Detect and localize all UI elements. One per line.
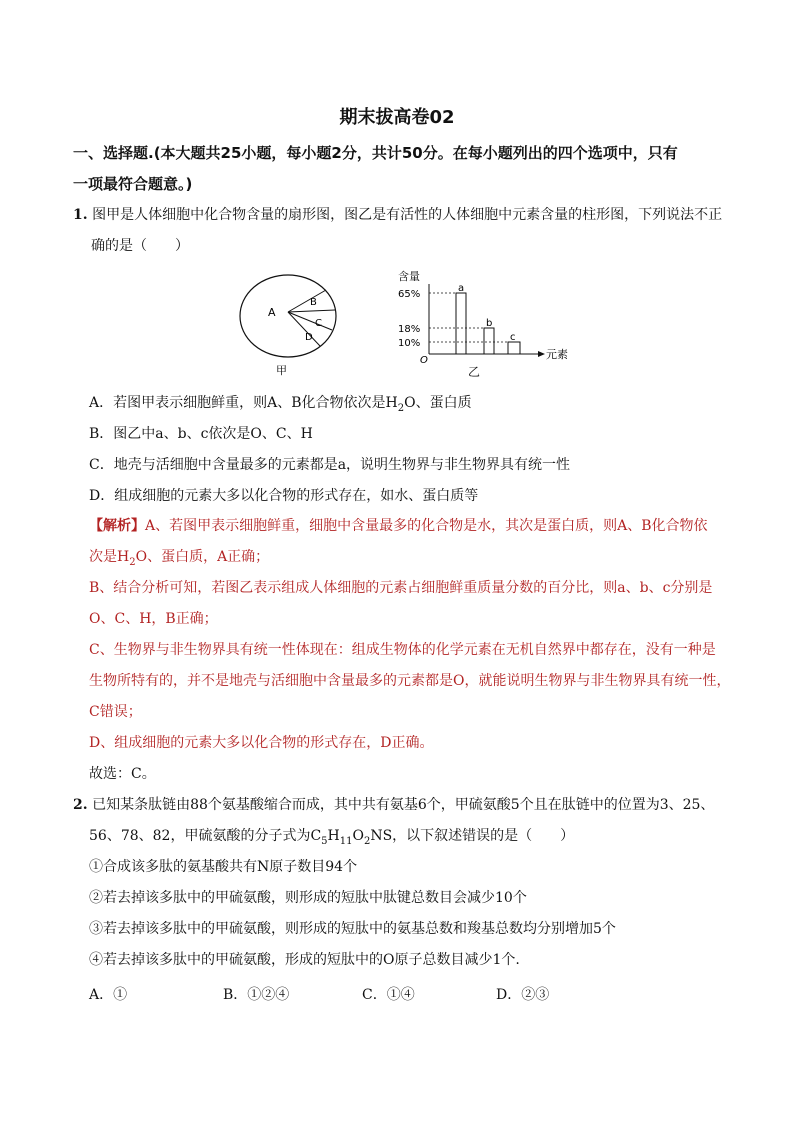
q1-option-c: C．地壳与活细胞中含量最多的元素都是a，说明生物界与非生物界具有统一性	[89, 457, 571, 473]
q2-stem-post: NS，以下叙述错误的是（ ）	[370, 828, 575, 844]
q1-option-b: B．图乙中a、b、c依次是O、C、H	[89, 426, 313, 442]
q1-stem-line-2: 确的是（ ）	[91, 238, 189, 254]
section-heading-line-1: 一、选择题.(本大题共25小题，每小题2分，共计50分。在每小题列出的四个选项中，只有	[73, 144, 678, 162]
q1-analysis-line-3: B、结合分析可知，若图乙表示组成人体细胞的元素占细胞鲜重质量分数的百分比，则a、b、c分别是	[89, 580, 713, 596]
q1-stem-line-1	[73, 205, 722, 225]
bar-series	[398, 283, 520, 354]
bar-caption: 乙	[468, 365, 481, 379]
figure-bar-chart	[392, 266, 582, 380]
pie-circle	[240, 275, 336, 357]
pie-label-a: A	[268, 306, 276, 319]
q2-stem-text-1: 已知某条肽链由88个氨基酸缩合而成，其中共有氨基6个，甲硫氨酸5个且在肽链中的位置为3、25、	[92, 797, 715, 813]
bar-label-a: a	[458, 283, 465, 294]
analysis-text-1: A、若图甲表示细胞鲜重，细胞中含量最多的化合物是水，其次是蛋白质，则A、B化合物依	[145, 518, 708, 534]
q2-stem-line-1	[73, 795, 714, 815]
section-heading-line-2: 一项最符合题意。)	[73, 175, 193, 193]
q1-analysis-line-6: 生物所特有的，并不是地壳与活细胞中含量最多的元素都是O，就能说明生物界与非生物界具有统一性，	[89, 673, 731, 689]
q2-option-b: B．①②④	[223, 987, 290, 1003]
q1-analysis-line-2	[89, 547, 269, 573]
q1-option-a	[89, 393, 472, 419]
q2-number: 2.	[73, 797, 88, 813]
pie-label-b: B	[310, 297, 317, 308]
q2-statement-3: ③若去掉该多肽中的甲硫氨酸，则形成的短肽中的氨基总数和羧基总数均分别增加5个	[89, 921, 616, 937]
bar-x-arrow	[538, 351, 545, 357]
analysis-sub: 2	[129, 556, 136, 568]
q1-analysis-line-4: O、C、H，B正确；	[89, 611, 218, 627]
bar-label-b: b	[486, 318, 493, 329]
q2-stem-m1: H	[327, 828, 340, 844]
bar-tick-label: 10%	[398, 338, 421, 349]
q2-statement-1: ①合成该多肽的氨基酸共有N原子数目94个	[89, 859, 358, 875]
q2-statement-2: ②若去掉该多肽中的甲硫氨酸，则形成的短肽中肽键总数目会减少10个	[89, 890, 527, 906]
q1-stem-text-1: 图甲是人体细胞中化合物含量的扇形图，图乙是有活性的人体细胞中元素含量的柱形图，下列说法不正	[92, 207, 723, 223]
analysis-tag: 【解析】	[89, 518, 145, 534]
pie-slice-line-2	[288, 310, 335, 312]
q2-option-c: C．①④	[362, 987, 415, 1003]
pie-slice-line-1	[288, 290, 326, 312]
pie-slice-line-3	[288, 312, 332, 330]
q1-analysis-line-5: C、生物界与非生物界具有统一性体现在：组成生物体的化学元素在无机自然界中都存在，没有一种是	[89, 642, 716, 658]
bar-xlabel: 元素	[546, 348, 568, 361]
q2-sub-2: 11	[339, 835, 353, 847]
q1-option-d: D．组成细胞的元素大多以化合物的形式存在，如水、蛋白质等	[89, 488, 479, 504]
q2-option-d: D．②③	[496, 987, 550, 1003]
bar-b	[484, 328, 494, 354]
bar-ylabel: 含量	[398, 270, 420, 283]
analysis-text-2b: O、蛋白质，A正确；	[135, 549, 270, 565]
bar-label-c: c	[510, 332, 516, 343]
q2-stem-pre: 56、78、82，甲硫氨酸的分子式为C	[89, 828, 322, 844]
page-title: 期末拔高卷02	[339, 107, 455, 128]
bar-tick-label: 65%	[398, 289, 421, 300]
q1-number: 1.	[73, 207, 88, 223]
q1-analysis-line-8: D、组成细胞的元素大多以化合物的形式存在，D正确。	[89, 735, 434, 751]
pie-label-c: C	[315, 318, 322, 329]
bar-a	[456, 293, 466, 354]
q2-stem-line-2	[89, 826, 574, 852]
q1-analysis-line-7: C错误；	[89, 704, 142, 720]
q1-option-a-tail: O、蛋白质	[404, 395, 472, 411]
pie-label-d: D	[305, 332, 313, 343]
pie-caption: 甲	[276, 364, 287, 377]
q2-option-a: A．①	[89, 987, 128, 1003]
q2-sub-3: 2	[363, 835, 371, 847]
q1-option-a-sub: 2	[397, 402, 405, 414]
q1-answer: 故选：C。	[89, 766, 156, 782]
q2-statement-4: ④若去掉该多肽中的甲硫氨酸，形成的短肽中的O原子总数目减少1个.	[89, 952, 520, 968]
q1-analysis-line-1	[89, 516, 708, 536]
bar-c	[508, 342, 520, 354]
q1-option-a-text: A．若图甲表示细胞鲜重，则A、B化合物依次是H	[89, 395, 398, 411]
figure-pie-chart	[236, 272, 346, 382]
analysis-text-2: 次是H	[89, 549, 130, 565]
bar-origin: O	[420, 355, 428, 366]
bar-tick-label: 18%	[398, 324, 421, 335]
q2-sub-1: 5	[321, 835, 328, 847]
q2-stem-m2: O	[352, 828, 364, 844]
